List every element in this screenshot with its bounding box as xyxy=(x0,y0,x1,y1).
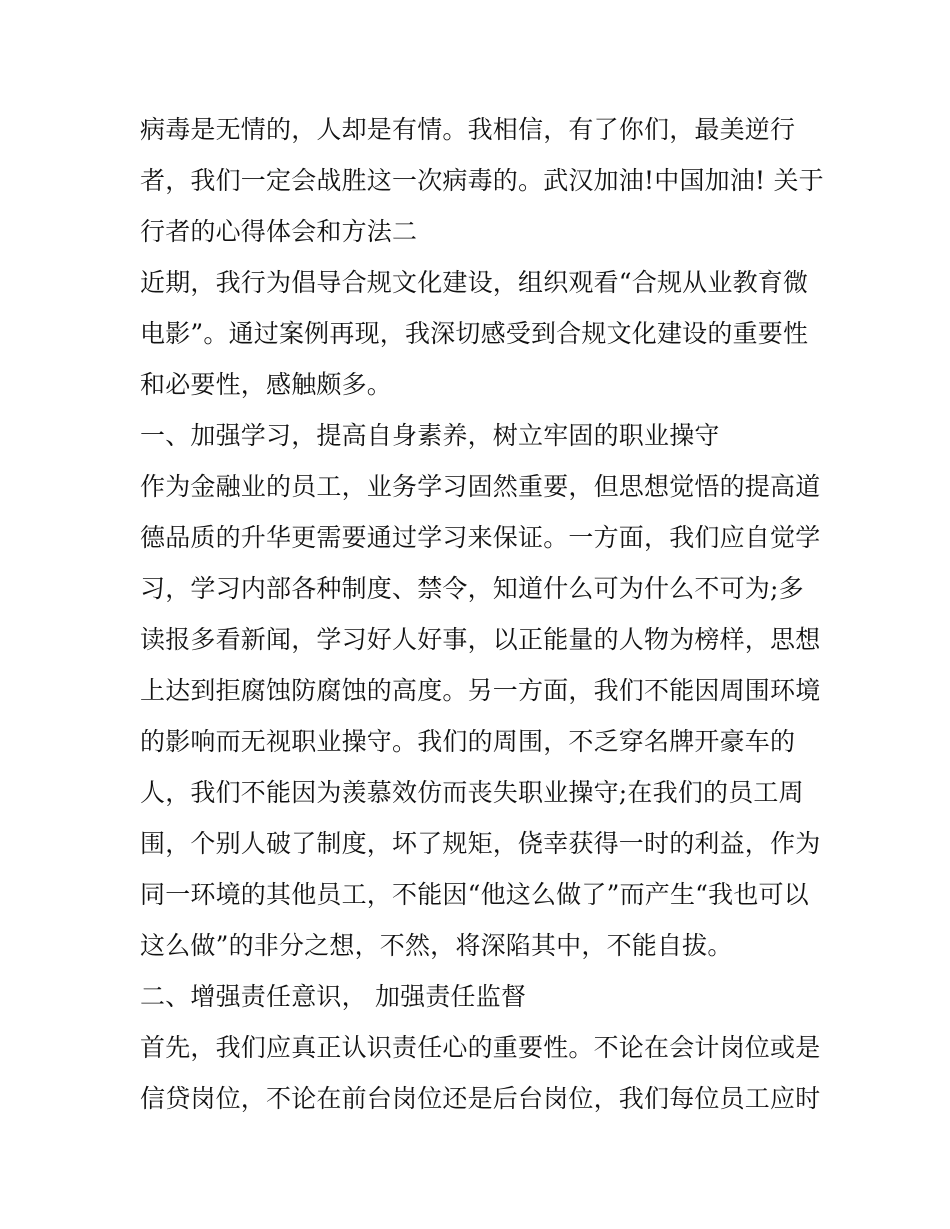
section-heading-1: 一、加强学习，提高自身素养，树立牢固的职业操守 xyxy=(140,421,720,450)
text-line-8: 作为金融业的员工，业务学习固然重要，但思想觉悟的提高道 xyxy=(140,472,821,501)
text-line-6: 和必要性，感触颇多。 xyxy=(140,370,393,399)
text-line-3: 行者的心得体会和方法二 xyxy=(140,217,418,246)
text-line-9: 德品质的升华更需要通过学习来保证。一方面，我们应自觉学 xyxy=(140,523,821,552)
text-line-4: 近期，我行为倡导合规文化建设，组织观看“合规从业教育微 xyxy=(140,268,809,297)
text-line-15: 围，个别人破了制度，坏了规矩，侥幸获得一时的利益，作为 xyxy=(140,829,821,858)
text-line-14: 人，我们不能因为羡慕效仿而丧失职业操守;在我们的员工周 xyxy=(140,778,804,807)
text-line-10: 习，学习内部各种制度、禁令，知道什么可为什么不可为;多 xyxy=(140,574,804,603)
section-heading-2: 二、增强责任意识， 加强责任监督 xyxy=(140,982,527,1011)
text-line-11: 读报多看新闻，学习好人好事，以正能量的人物为榜样，思想 xyxy=(140,625,821,654)
text-line-5: 电影”。通过案例再现，我深切感受到合规文化建设的重要性 xyxy=(140,319,809,348)
text-line-20: 信贷岗位，不论在前台岗位还是后台岗位，我们每位员工应时 xyxy=(140,1084,821,1113)
text-line-1: 病毒是无情的，人却是有情。我相信，有了你们，最美逆行 xyxy=(140,115,796,144)
text-line-16: 同一环境的其他员工，不能因“他这么做了”而产生“我也可以 xyxy=(140,880,809,909)
text-line-2: 者，我们一定会战胜这一次病毒的。武汉加油!中国加油! 关于 xyxy=(140,166,824,195)
text-line-19: 首先，我们应真正认识责任心的重要性。不论在会计岗位或是 xyxy=(140,1033,821,1062)
body-text xyxy=(140,104,824,1124)
text-line-13: 的影响而无视职业操守。我们的周围，不乏穿名牌开豪车的 xyxy=(140,727,796,756)
text-line-12: 上达到拒腐蚀防腐蚀的高度。另一方面，我们不能因周围环境 xyxy=(140,676,821,705)
text-line-17: 这么做”的非分之想，不然，将深陷其中，不能自拔。 xyxy=(140,931,733,960)
